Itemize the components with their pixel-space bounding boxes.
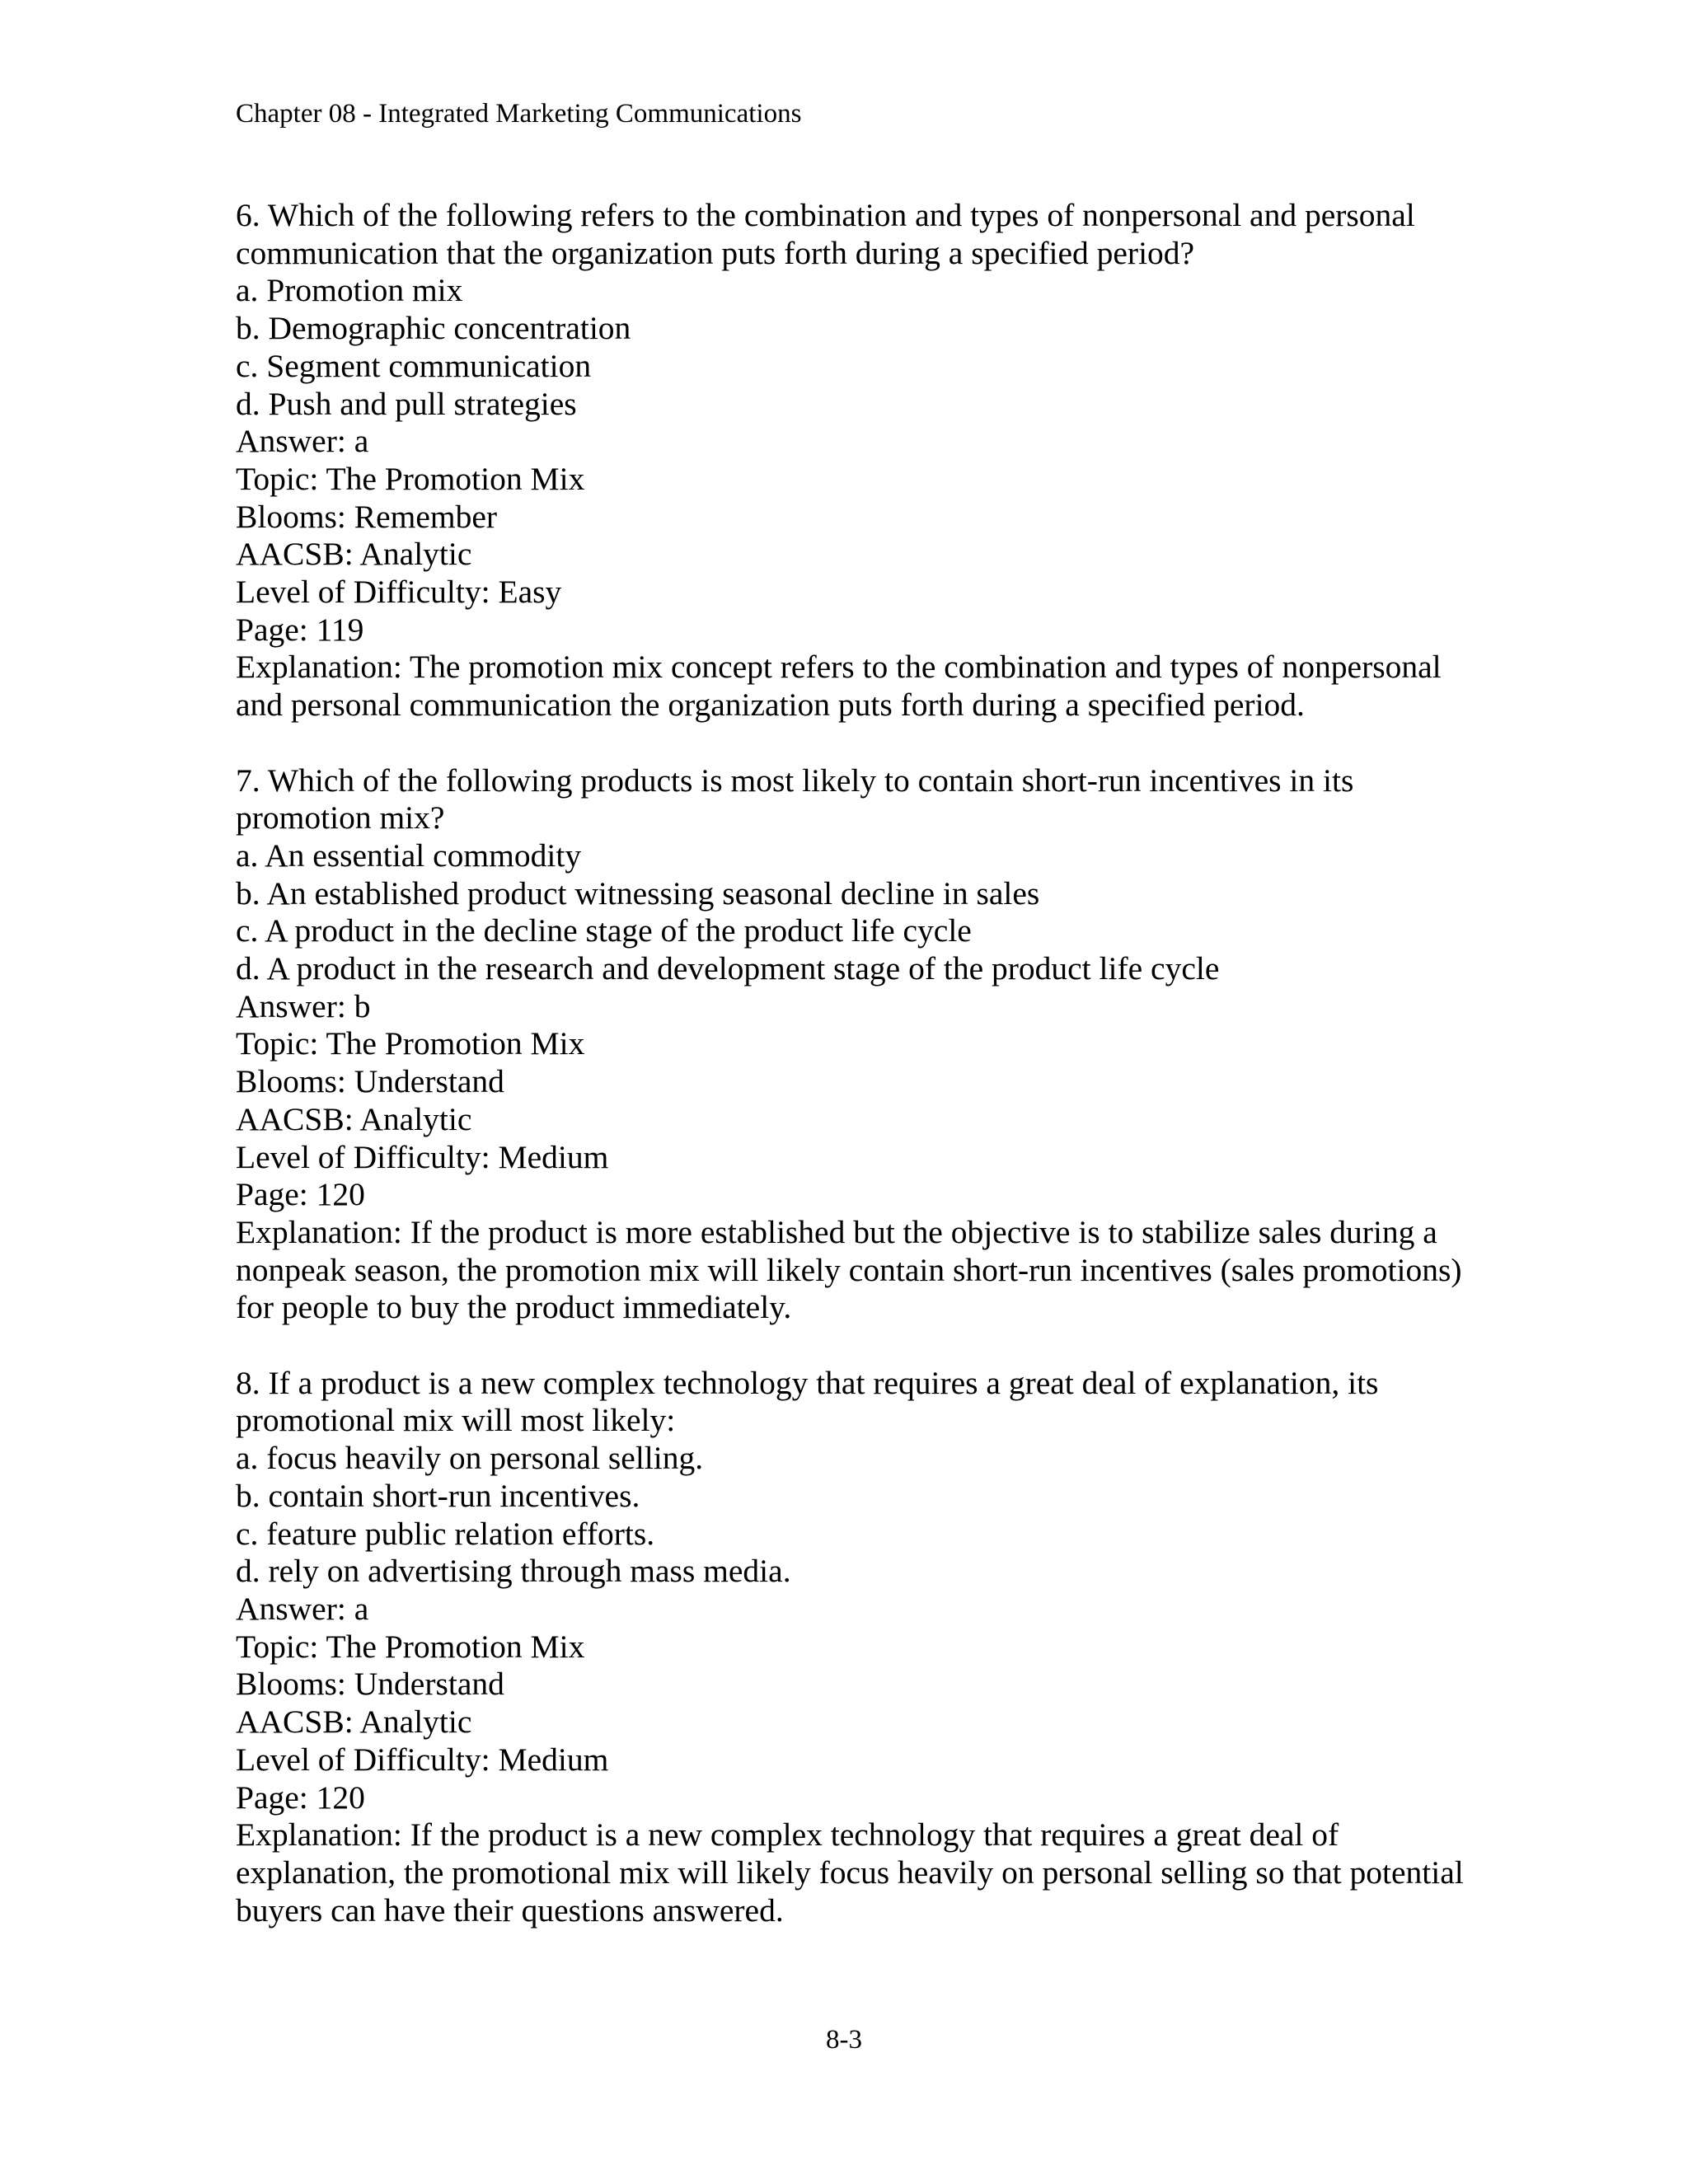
option-d: d. Push and pull strategies [236,385,577,422]
topic: Topic: The Promotion Mix [236,1628,585,1665]
option-c: c. A product in the decline stage of the product life cycle [236,912,972,949]
aacsb: AACSB: Analytic [236,536,472,573]
blooms: Blooms: Understand [236,1063,504,1100]
explanation: Explanation: The promotion mix concept refers to the combination and types of nonpersonal [236,649,1442,686]
option-a: a. focus heavily on personal selling. [236,1440,704,1477]
page-reference: Page: 120 [236,1779,365,1816]
option-a: a. Promotion mix [236,272,463,309]
option-b: b. contain short-run incentives. [236,1477,640,1514]
explanation: Explanation: If the product is more established but the objective is to stabilize sales during a [236,1213,1437,1250]
difficulty: Level of Difficulty: Medium [236,1138,609,1175]
answer: Answer: a [236,1590,369,1627]
option-b: b. Demographic concentration [236,310,631,347]
explanation: nonpeak season, the promotion mix will likely contain short-run incentives (sales promotions) [236,1251,1462,1288]
aacsb: AACSB: Analytic [236,1704,472,1741]
option-d: d. A product in the research and development stage of the product life cycle [236,950,1220,987]
question-stem: promotion mix? [236,799,445,837]
page-reference: Page: 120 [236,1176,365,1213]
question-stem: communication that the organization puts forth during a specified period? [236,234,1195,271]
question-stem: 6. Which of the following refers to the combination and types of nonpersonal and personal [236,197,1415,233]
blooms: Blooms: Understand [236,1666,504,1703]
topic: Topic: The Promotion Mix [236,460,585,497]
question-8 [236,1365,1505,1930]
blooms: Blooms: Remember [236,498,498,535]
answer: Answer: a [236,423,369,460]
topic: Topic: The Promotion Mix [236,1025,585,1062]
option-b: b. An established product witnessing seasonal decline in sales [236,874,1040,912]
option-c: c. feature public relation efforts. [236,1515,655,1552]
question-stem: promotional mix will most likely: [236,1402,676,1439]
difficulty: Level of Difficulty: Medium [236,1741,609,1778]
chapter-header: Chapter 08 - Integrated Marketing Communications [236,99,802,129]
question-6 [236,197,1505,724]
question-stem: 8. If a product is a new complex technology that requires a great deal of explanation, its [236,1364,1379,1401]
difficulty: Level of Difficulty: Easy [236,574,562,611]
option-d: d. rely on advertising through mass media. [236,1553,791,1590]
explanation: for people to buy the product immediately. [236,1289,792,1326]
explanation: explanation, the promotional mix will likely focus heavily on personal selling so that potential [236,1854,1464,1891]
question-stem: 7. Which of the following products is most likely to contain short-run incentives in its [236,762,1354,799]
explanation: Explanation: If the product is a new complex technology that requires a great deal of [236,1816,1339,1854]
page-number: 8-3 [826,2025,862,2055]
question-list [236,197,1505,1929]
option-a: a. An essential commodity [236,837,582,874]
explanation: and personal communication the organization puts forth during a specified period. [236,687,1305,724]
explanation: buyers can have their questions answered. [236,1891,784,1929]
question-7 [236,762,1505,1328]
answer: Answer: b [236,987,371,1024]
page-reference: Page: 119 [236,611,364,648]
aacsb: AACSB: Analytic [236,1100,472,1137]
option-c: c. Segment communication [236,347,592,384]
